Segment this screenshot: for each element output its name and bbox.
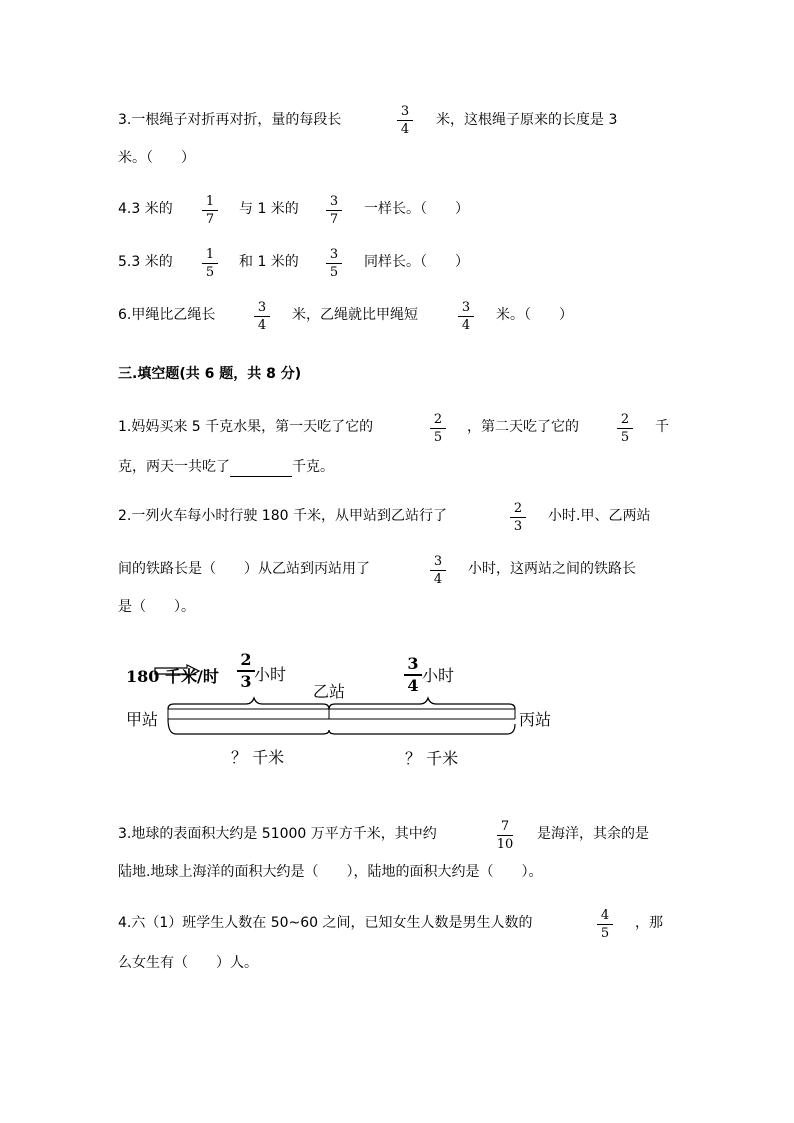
f2-frac2-den: 4 (433, 572, 443, 587)
diagram-fraction-2 (402, 655, 424, 695)
q4-text-a: 4.3 米的 (118, 201, 173, 217)
q6-frac1-num: 3 (257, 300, 267, 315)
f3-text-c: 陆地.地球上海洋的面积大约是（ ），陆地的面积大约是（ ）。 (118, 864, 543, 880)
f2-text-b: 小时.甲、乙两站 (548, 508, 651, 524)
railway-line (160, 694, 520, 744)
diagram-frac1-den: 3 (240, 672, 252, 691)
f1-line2 (118, 457, 334, 477)
f4-frac-num: 4 (600, 908, 610, 923)
f2-text-e: 是（ ）。 (118, 599, 195, 615)
f3-fraction (494, 819, 516, 852)
distance-unknown-1: ？ 千米 (231, 748, 285, 767)
q4-fraction-2 (323, 194, 345, 227)
f2-fraction-2 (427, 554, 449, 587)
q6-frac2-den: 4 (461, 318, 471, 333)
f2-text-d: 小时，这两站之间的铁路长 (468, 561, 636, 577)
diagram-frac2-num: 3 (407, 654, 419, 673)
station-b-label: 乙站 (313, 682, 346, 701)
diagram-hours-2: 小时 (422, 666, 455, 685)
f1-text-c: 千 (655, 419, 669, 435)
q3-text-a: 3.一根绳子对折再对折，量的每段长 (118, 112, 342, 128)
q3-frac-den: 4 (400, 122, 410, 137)
q4-frac1-den: 7 (205, 212, 215, 227)
f3-text-a: 3.地球的表面积大约是 51000 万平方千米，其中约 (118, 826, 437, 842)
q5-fraction-2 (323, 247, 345, 280)
f1-text-d: 克，两天一共吃了 (118, 459, 230, 475)
f1-text-b: ，第二天吃了它的 (467, 419, 579, 435)
f1-text-e: 千克。 (292, 459, 334, 475)
f3-frac-num: 7 (500, 819, 510, 834)
q4-text-b: 与 1 米的 (239, 201, 299, 217)
q3-line1 (118, 110, 341, 130)
f2-frac2-num: 3 (433, 554, 443, 569)
q3-frac-num: 3 (400, 104, 410, 119)
f2-text-c: 间的铁路长是（ ）从乙站到丙站用了 (118, 561, 370, 577)
f4-text-c: 么女生有（ ）人。 (118, 955, 258, 971)
f3-frac-den: 10 (496, 837, 514, 852)
station-c-label: 丙站 (519, 710, 552, 729)
q6-text-b: 米，乙绳就比甲绳短 (292, 307, 418, 323)
q5-fraction-1 (199, 247, 221, 280)
f1-frac1-num: 2 (433, 412, 443, 427)
f1-frac2-num: 2 (620, 412, 630, 427)
q6-text-a: 6.甲绳比乙绳长 (118, 307, 216, 323)
q3-text-c: 米。（ ） (118, 150, 195, 166)
q6-text-c: 米。（ ） (496, 307, 573, 323)
q6-fraction-2 (455, 300, 477, 333)
f1-text-a: 1.妈妈买来 5 千克水果，第一天吃了它的 (118, 419, 374, 435)
q5-frac2-num: 3 (329, 247, 339, 262)
q3-text-b: 米，这根绳子原来的长度是 3 (436, 112, 618, 128)
f1-fraction-1 (427, 412, 449, 445)
right-arrow-icon (153, 664, 203, 678)
f1-frac2-den: 5 (620, 430, 630, 445)
q6-frac1-den: 4 (257, 318, 267, 333)
q5-frac2-den: 5 (329, 265, 339, 280)
q6-frac2-num: 3 (461, 300, 471, 315)
q3-fraction (394, 104, 416, 137)
f2-frac1-den: 3 (513, 519, 523, 534)
f4-fraction (594, 908, 616, 941)
q4-frac2-den: 7 (329, 212, 339, 227)
f4-text-b: ，那 (635, 915, 663, 931)
f4-text-a: 4.六（1）班学生人数在 50~60 之间，已知女生人数是男生人数的 (118, 915, 533, 931)
f2-frac1-num: 2 (513, 501, 523, 516)
q5-frac1-den: 5 (205, 265, 215, 280)
section-title: 三.填空题(共 6 题，共 8 分) (118, 366, 302, 382)
q4-frac1-num: 1 (205, 194, 215, 209)
q6-fraction-1 (251, 300, 273, 333)
f2-fraction-1 (507, 501, 529, 534)
q4-text-c: 一样长。（ ） (364, 201, 469, 217)
diagram-frac1-num: 2 (240, 650, 252, 669)
q5-frac1-num: 1 (205, 247, 215, 262)
f1-fraction-2 (614, 412, 636, 445)
f3-text-b: 是海洋，其余的是 (537, 826, 649, 842)
diagram-frac2-den: 4 (407, 676, 419, 695)
q4-frac2-num: 3 (329, 194, 339, 209)
f1-frac1-den: 5 (433, 430, 443, 445)
q5-text-b: 和 1 米的 (239, 254, 299, 270)
answer-blank[interactable] (230, 462, 292, 477)
station-a-label: 甲站 (126, 710, 159, 729)
q5-text-a: 5.3 米的 (118, 254, 173, 270)
diagram-speed-label: 180 千米/时 (126, 667, 219, 686)
distance-unknown-2: ？ 千米 (405, 749, 459, 768)
f2-text-a: 2.一列火车每小时行驶 180 千米，从甲站到乙站行了 (118, 508, 447, 524)
diagram-hours-1: 小时 (254, 665, 287, 684)
q4-fraction-1 (199, 194, 221, 227)
f4-frac-den: 5 (600, 926, 610, 941)
q5-text-c: 同样长。（ ） (364, 254, 469, 270)
